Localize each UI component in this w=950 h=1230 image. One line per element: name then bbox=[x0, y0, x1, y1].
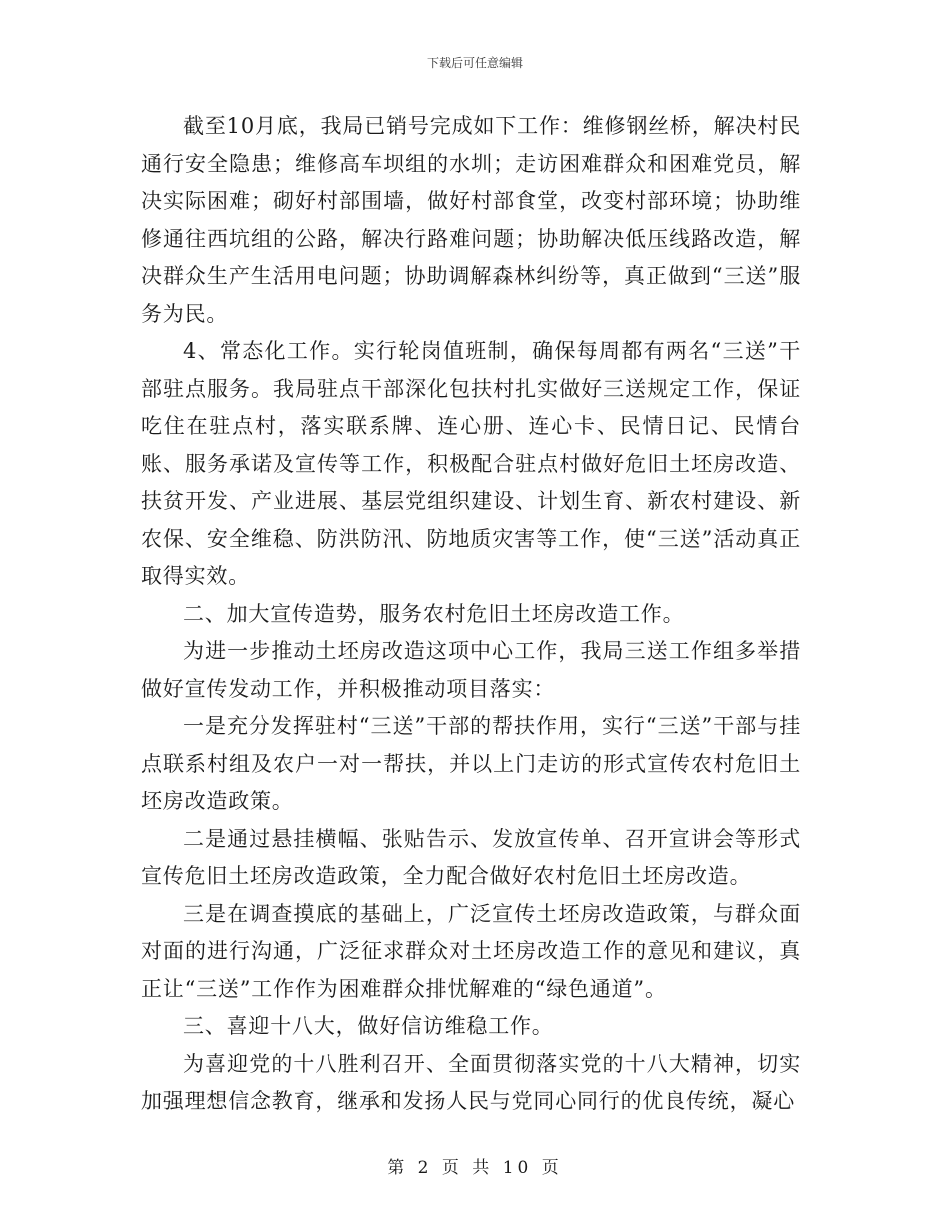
body-paragraph: 4、常态化工作。实行轮岗值班制，确保每周都有两名“三送”干部驻点服务。我局驻点干部深化包扶村扎实做好三送规定工作，保证吃住在驻点村，落实联系牌、连心册、连心卡、民情日记、民情台账、服务承诺及宣传等工作，积极配合驻点村做好危旧土坯房改造、扶贫开发、产业进展、基层党组织建设、计划生育、新农村建设、新农保、安全维稳、防洪防汛、防地质灾害等工作，使“三送”活动真正取得实效。 bbox=[141, 339, 801, 588]
body-paragraph: 二是通过悬挂横幅、张贴告示、发放宣传单、召开宣讲会等形式宣传危旧土坯房改造政策，全力配合做好农村危旧土坯房改造。 bbox=[141, 826, 801, 888]
body-paragraph: 为进一步推动土坯房改造这项中心工作，我局三送工作组多举措做好宣传发动工作，并积极推动项目落实： bbox=[141, 639, 801, 701]
section-heading: 三、喜迎十八大，做好信访维稳工作。 bbox=[183, 1014, 554, 1038]
body-paragraph: 截至10月底，我局已销号完成如下工作：维修钢丝桥，解决村民通行安全隐患；维修高车坝组的水圳；走访困难群众和困难党员，解决实际困难；砌好村部围墙，做好村部食堂，改变村部环境；协助维修通往西坑组的公路，解决行路难问题；协助解决低压线路改造，解决群众生产生活用电问题；协助调解森林纠纷等，真正做到“三送”服务为民。 bbox=[141, 114, 801, 326]
document-body bbox=[141, 108, 801, 1121]
body-paragraph: 为喜迎党的十八胜利召开、全面贯彻落实党的十八大精神，切实加强理想信念教育，继承和发扬人民与党同心同行的优良传统，凝心 bbox=[141, 1051, 801, 1113]
page-number-footer: 第 2 页 共 10 页 bbox=[387, 1158, 563, 1178]
body-paragraph: 三是在调查摸底的基础上，广泛宣传土坯房改造政策，与群众面对面的进行沟通，广泛征求群众对土坯房改造工作的意见和建议，真正让“三送”工作作为困难群众排忧解难的“绿色通道”。 bbox=[141, 901, 801, 1001]
body-paragraph: 一是充分发挥驻村“三送”干部的帮扶作用，实行“三送”干部与挂点联系村组及农户一对一帮扶，并以上门走访的形式宣传农村危旧土坯房改造政策。 bbox=[141, 714, 801, 813]
section-heading: 二、加大宣传造势，服务农村危旧土坯房改造工作。 bbox=[183, 601, 685, 626]
page-header: 下载后可任意编辑 bbox=[426, 56, 523, 70]
